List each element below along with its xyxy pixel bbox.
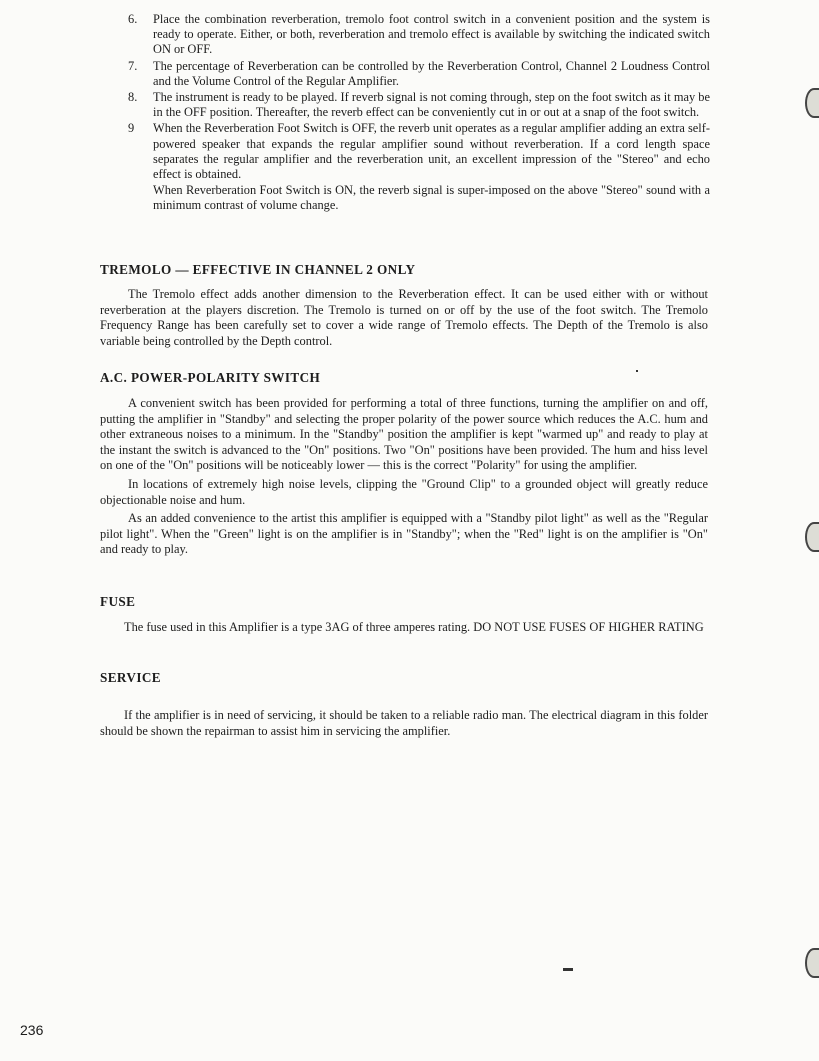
item-text-extra: When Reverberation Foot Switch is ON, the reverb signal is super-imposed on the above "Stereo" sound with a minimum contrast of volume change. [153, 183, 710, 213]
scan-speck [563, 968, 573, 971]
section-heading: FUSE [100, 594, 136, 609]
item-number: 9 [128, 121, 135, 136]
tremolo-section [100, 262, 708, 349]
instruction-list [100, 12, 710, 215]
item-number: 7. [128, 58, 138, 73]
scan-speck [636, 370, 638, 372]
section-paragraph: The fuse used in this Amplifier is a type 3AG of three amperes rating. DO NOT USE FUSES OF HIGHER RATING [124, 620, 704, 634]
section-heading: A.C. POWER-POLARITY SWITCH [100, 370, 321, 385]
instruction-item [100, 121, 710, 213]
binder-hole-mark [805, 948, 819, 978]
item-number: 8. [128, 90, 138, 105]
section-paragraph: A convenient switch has been provided for performing a total of three functions, turning the amplifier on and off, putting the amplifier in "Standby" and selecting the proper polarity of the power source which reduces the A.C. hum and other extraneous noises to a minimum. In the "Standby" position the amplifier is kept "warmed up" and ready to play at the instant the switch is advanced to the "On" positions. Two "On" positions have been provided. The hum and hiss level on one of the "On" positions will be noticeably lower — this is the correct "Polarity" for using the amplifier. [100, 396, 708, 473]
item-text: The percentage of Reverberation can be controlled by the Reverberation Control, Channel 2 Loudness Control and the Volume Control of the Regular Amplifier. [153, 58, 710, 88]
section-heading: TREMOLO — EFFECTIVE IN CHANNEL 2 ONLY [100, 262, 416, 277]
section-paragraph: In locations of extremely high noise levels, clipping the "Ground Clip" to a grounded object will greatly reduce objectionable noise and hum. [100, 476, 708, 507]
section-paragraph: If the amplifier is in need of servicing, it should be taken to a reliable radio man. The electrical diagram in this folder should be shown the repairman to assist him in servicing the amplifier. [100, 708, 708, 738]
ac-power-section [100, 370, 708, 558]
item-text: When the Reverberation Foot Switch is OFF, the reverb unit operates as a regular amplifier adding an extra self-powered speaker that expands the regular amplifier sound without reverberation. If a cord length space separates the regular amplifier and the reverberation unit, an excellent impression of the "Stereo" and echo effect is obtained. [153, 121, 710, 182]
binder-hole-mark [805, 522, 819, 552]
section-paragraph: The Tremolo effect adds another dimension to the Reverberation effect. It can be used either with or without reverberation at the players discretion. The Tremolo is turned on or off by the use of the foot switch. The Tremolo Frequency Range has been carefully set to cover a wide range of Tremolo effects. The Depth of the Tremolo is also variable being controlled by the Depth control. [100, 287, 708, 348]
service-section [100, 670, 708, 739]
item-text: Place the combination reverberation, tremolo foot control switch in a convenient position and the system is ready to operate. Either, or both, reverberation and tremolo effect is available by switching the indicated switch ON or OFF. [153, 12, 710, 57]
fuse-section [100, 594, 708, 636]
instruction-item [100, 90, 710, 120]
item-number: 6. [128, 12, 138, 26]
binder-hole-mark [805, 88, 819, 118]
section-paragraph: As an added convenience to the artist this amplifier is equipped with a "Standby pilot light" as well as the "Regular pilot light". When the "Green" light is on the amplifier is in "Standby"; when the "Red" light is on the amplifier is "On" and ready to play. [100, 511, 708, 557]
page-number: 236 [20, 1022, 44, 1038]
item-text: The instrument is ready to be played. If reverb signal is not coming through, step on the foot switch as it may be in the OFF position. Thereafter, the reverb effect can be conveniently cut in or out at a snap of the foot switch. [153, 90, 710, 120]
instruction-item [100, 59, 710, 89]
section-heading: SERVICE [100, 670, 161, 685]
instruction-item [100, 12, 710, 58]
